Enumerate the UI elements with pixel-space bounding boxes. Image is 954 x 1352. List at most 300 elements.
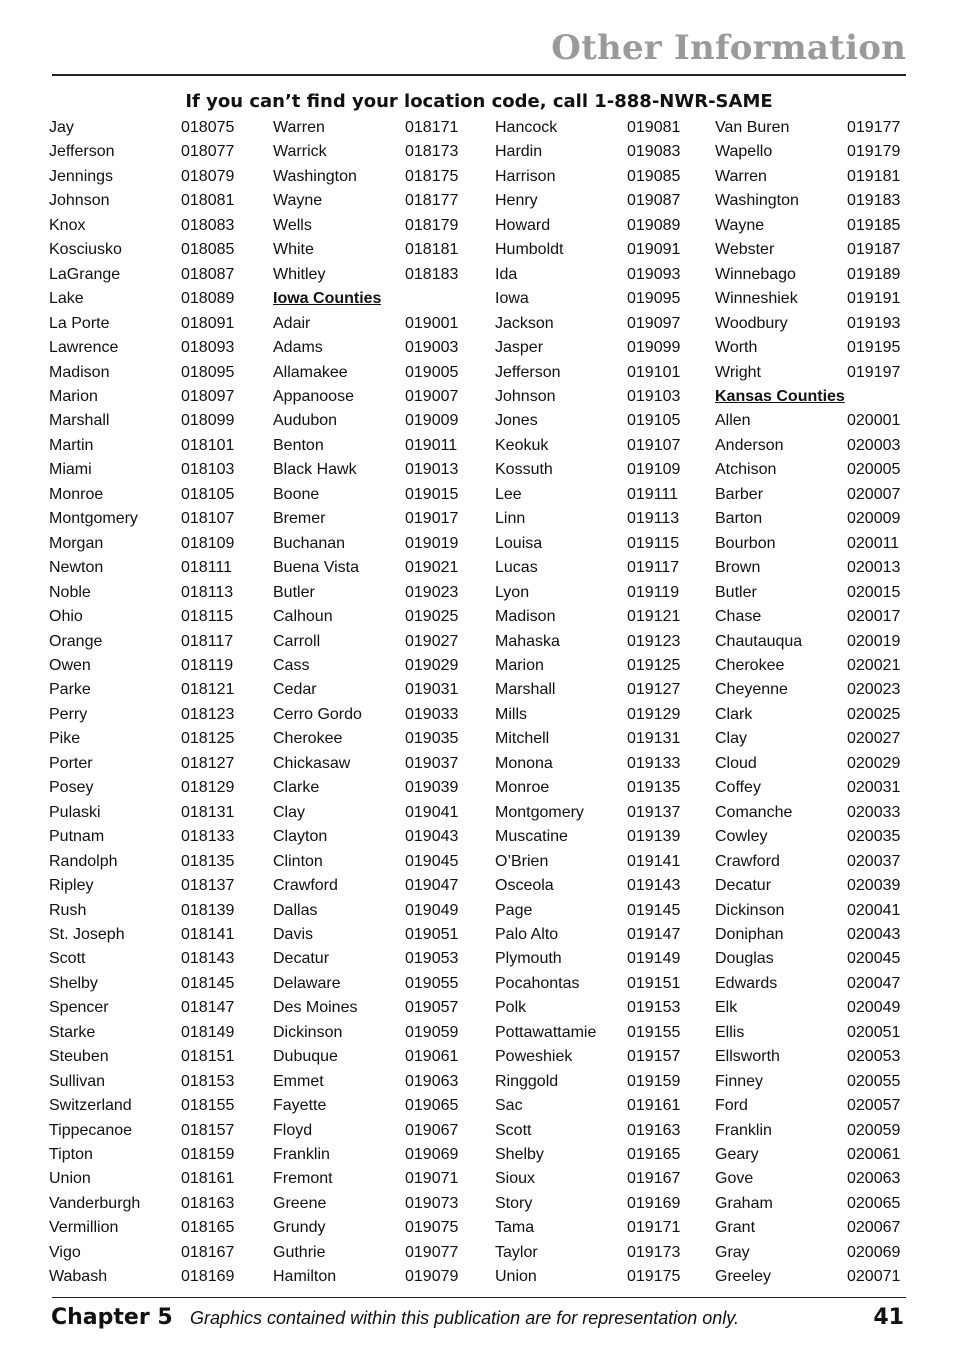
county-row [715, 485, 910, 505]
county-name: Guthrie [273, 1243, 326, 1261]
county-name: Wapello [715, 143, 773, 161]
county-name: Lee [495, 485, 522, 503]
county-name: Jefferson [49, 143, 115, 161]
county-name: Butler [715, 583, 757, 601]
county-row [273, 852, 468, 872]
county-name: Ida [495, 265, 518, 283]
location-code: 019061 [405, 1048, 459, 1066]
county-name: Dickinson [715, 901, 785, 919]
location-code: 019107 [627, 436, 681, 454]
county-row [715, 1243, 910, 1263]
location-code: 019189 [847, 265, 901, 283]
county-row [715, 363, 910, 383]
location-code: 018109 [181, 534, 235, 552]
county-name: La Porte [49, 314, 110, 332]
county-row [715, 1023, 910, 1043]
county-row [495, 1023, 690, 1043]
county-row [715, 876, 910, 896]
location-code: 018151 [181, 1048, 235, 1066]
county-row [715, 534, 910, 554]
county-row [49, 1194, 244, 1214]
county-row [273, 1194, 468, 1214]
county-row [495, 949, 690, 969]
location-code: 019063 [405, 1072, 459, 1090]
county-row [49, 314, 244, 334]
location-code: 019031 [405, 681, 459, 699]
location-code: 019059 [405, 1023, 459, 1041]
county-row [49, 680, 244, 700]
county-row [49, 1023, 244, 1043]
location-code: 019077 [405, 1243, 459, 1261]
location-code: 019097 [627, 314, 681, 332]
county-row [273, 142, 468, 162]
county-name: Jennings [49, 167, 114, 185]
location-code: 018077 [181, 143, 235, 161]
county-row [49, 534, 244, 554]
county-row [495, 363, 690, 383]
county-row [273, 1023, 468, 1043]
county-name: Gray [715, 1243, 750, 1261]
county-column-2 [273, 118, 468, 1288]
location-code: 020007 [847, 485, 901, 503]
location-code: 018129 [181, 779, 235, 797]
county-row [715, 827, 910, 847]
county-row [715, 754, 910, 774]
county-name: Keokuk [495, 436, 549, 454]
county-name: Lucas [495, 559, 538, 577]
county-name: Jasper [495, 339, 544, 357]
location-code: 019193 [847, 314, 901, 332]
location-code: 020055 [847, 1072, 901, 1090]
county-row [715, 240, 910, 260]
county-row [273, 1218, 468, 1238]
county-name: Davis [273, 925, 314, 943]
county-name: Monroe [49, 485, 104, 503]
county-name: Pocahontas [495, 974, 580, 992]
county-name: Black Hawk [273, 461, 357, 479]
county-name: Wells [273, 216, 312, 234]
county-name: Johnson [495, 387, 556, 405]
location-code: 019111 [627, 485, 679, 503]
location-code: 019165 [627, 1146, 681, 1164]
location-code: 019109 [627, 461, 681, 479]
county-row [49, 338, 244, 358]
county-row [715, 803, 910, 823]
location-code: 019173 [627, 1243, 681, 1261]
county-column-1 [49, 118, 244, 1288]
county-row [49, 974, 244, 994]
county-name: O’Brien [495, 852, 549, 870]
location-code: 019037 [405, 754, 459, 772]
county-row [49, 1267, 244, 1287]
county-name: Clayton [273, 828, 328, 846]
county-name: Comanche [715, 803, 793, 821]
county-name: Emmet [273, 1072, 324, 1090]
county-row [495, 754, 690, 774]
county-name: Humboldt [495, 241, 564, 259]
county-row [273, 338, 468, 358]
county-name: Grundy [273, 1219, 326, 1237]
county-name: Cheyenne [715, 681, 788, 699]
location-code: 018119 [181, 656, 234, 674]
county-name: Switzerland [49, 1097, 132, 1115]
county-name: Buena Vista [273, 559, 359, 577]
county-row [273, 901, 468, 921]
location-code: 018147 [181, 999, 235, 1017]
county-name: Crawford [273, 877, 338, 895]
county-name: Perry [49, 705, 88, 723]
county-row [273, 680, 468, 700]
county-row [715, 632, 910, 652]
county-row [715, 1169, 910, 1189]
county-name: Allamakee [273, 363, 348, 381]
county-row [715, 460, 910, 480]
county-row [273, 632, 468, 652]
location-code-notice: If you can’t find your location code, call 1-888-NWR-SAME [185, 91, 773, 112]
location-code: 018075 [181, 119, 235, 136]
location-code: 018131 [181, 803, 235, 821]
county-name: Benton [273, 436, 324, 454]
location-code: 018091 [181, 314, 235, 332]
county-row [715, 607, 910, 627]
county-row [49, 1243, 244, 1263]
location-code: 020063 [847, 1170, 901, 1188]
county-name: Henry [495, 192, 538, 210]
county-row [715, 656, 910, 676]
county-name: Harrison [495, 167, 556, 185]
county-row [273, 949, 468, 969]
county-row [495, 191, 690, 211]
county-name: Spencer [49, 999, 109, 1017]
county-row [495, 1047, 690, 1067]
county-name: Page [495, 901, 533, 919]
county-row [273, 118, 468, 138]
page-number: 41 [873, 1305, 904, 1330]
location-code: 019025 [405, 608, 459, 626]
county-row [273, 363, 468, 383]
county-name: Cherokee [715, 656, 785, 674]
county-row [495, 289, 690, 309]
location-code: 019105 [627, 412, 681, 430]
location-code: 018157 [181, 1121, 235, 1139]
county-name: Ellis [715, 1023, 745, 1041]
county-row [715, 558, 910, 578]
county-row [715, 216, 910, 236]
location-code: 019117 [627, 559, 680, 577]
county-name: Allen [715, 412, 751, 430]
county-row [273, 265, 468, 285]
county-name: Pottawattamie [495, 1023, 597, 1041]
county-row [495, 338, 690, 358]
county-name: Morgan [49, 534, 104, 552]
county-row [273, 191, 468, 211]
section-heading-label: Kansas Counties [715, 387, 845, 405]
location-code: 019005 [405, 363, 459, 381]
county-name: Kossuth [495, 461, 553, 479]
county-row [495, 852, 690, 872]
county-name: Douglas [715, 950, 774, 968]
location-code: 020057 [847, 1097, 901, 1115]
county-row [49, 118, 244, 138]
location-code: 019041 [405, 803, 459, 821]
county-name: Warren [715, 167, 767, 185]
location-code: 019113 [627, 510, 680, 528]
county-row [715, 436, 910, 456]
county-name: Montgomery [49, 510, 138, 528]
county-row [49, 583, 244, 603]
location-code: 019089 [627, 216, 681, 234]
county-row [495, 729, 690, 749]
county-name: Wabash [49, 1268, 108, 1286]
county-name: Montgomery [495, 803, 584, 821]
county-row [715, 680, 910, 700]
county-row [273, 729, 468, 749]
location-code: 020027 [847, 730, 901, 748]
county-row [495, 1194, 690, 1214]
county-name: Clinton [273, 852, 323, 870]
location-code: 018093 [181, 339, 235, 357]
county-row [49, 803, 244, 823]
county-name: Osceola [495, 877, 554, 895]
county-row [495, 1267, 690, 1287]
county-name: Cloud [715, 754, 757, 772]
county-row [495, 705, 690, 725]
county-name: Hancock [495, 119, 558, 136]
location-code: 019177 [847, 119, 901, 136]
county-row [49, 876, 244, 896]
county-column-3 [495, 118, 690, 1288]
location-code: 019027 [405, 632, 459, 650]
location-code: 019047 [405, 877, 459, 895]
county-row [273, 534, 468, 554]
location-code: 018135 [181, 852, 235, 870]
county-name: Butler [273, 583, 315, 601]
county-row [715, 118, 910, 138]
location-code: 019013 [405, 461, 459, 479]
county-name: Floyd [273, 1121, 313, 1139]
location-code: 018121 [181, 681, 235, 699]
location-code: 019029 [405, 656, 459, 674]
county-name: Chase [715, 608, 762, 626]
location-code: 018165 [181, 1219, 235, 1237]
location-code: 018161 [181, 1170, 235, 1188]
location-code: 019139 [627, 828, 681, 846]
county-name: Johnson [49, 192, 110, 210]
county-name: Polk [495, 999, 527, 1017]
county-name: Chickasaw [273, 754, 351, 772]
county-row [273, 485, 468, 505]
county-row [495, 265, 690, 285]
location-code: 018133 [181, 828, 235, 846]
location-code: 020065 [847, 1194, 901, 1212]
location-code: 018139 [181, 901, 235, 919]
bottom-divider [52, 1297, 906, 1298]
county-name: Greene [273, 1194, 327, 1212]
location-code: 019011 [405, 436, 458, 454]
county-name: Louisa [495, 534, 543, 552]
county-row [49, 191, 244, 211]
county-row [273, 607, 468, 627]
county-row [273, 436, 468, 456]
county-row [273, 754, 468, 774]
county-name: Ohio [49, 608, 83, 626]
location-code: 019049 [405, 901, 459, 919]
county-row [495, 901, 690, 921]
county-row [49, 607, 244, 627]
county-name: Franklin [273, 1146, 330, 1164]
county-row [715, 1194, 910, 1214]
county-row [495, 216, 690, 236]
location-code: 019191 [847, 290, 901, 308]
county-name: Posey [49, 779, 94, 797]
county-row [715, 191, 910, 211]
county-name: Putnam [49, 828, 105, 846]
county-row [715, 705, 910, 725]
county-row [495, 632, 690, 652]
county-name: Jefferson [495, 363, 561, 381]
location-code: 018169 [181, 1268, 235, 1286]
county-name: Winnebago [715, 265, 796, 283]
county-row [715, 509, 910, 529]
county-row [495, 680, 690, 700]
county-row [49, 1169, 244, 1189]
county-row [49, 1145, 244, 1165]
county-row [495, 485, 690, 505]
county-row [273, 974, 468, 994]
county-row [273, 411, 468, 431]
location-code: 019147 [627, 925, 681, 943]
location-code: 018167 [181, 1243, 235, 1261]
county-row [273, 558, 468, 578]
county-name: Wayne [273, 192, 323, 210]
location-code: 019035 [405, 730, 459, 748]
location-code: 019003 [405, 339, 459, 357]
location-code: 019079 [405, 1268, 459, 1286]
county-name: Geary [715, 1146, 759, 1164]
county-row [273, 827, 468, 847]
county-row [273, 509, 468, 529]
county-row [715, 314, 910, 334]
county-row [49, 705, 244, 725]
county-name: Starke [49, 1023, 96, 1041]
county-name: Jay [49, 119, 74, 136]
county-name: Vermillion [49, 1219, 119, 1237]
county-row [495, 411, 690, 431]
location-code: 019167 [627, 1170, 681, 1188]
county-row [715, 142, 910, 162]
state-section-heading [273, 289, 468, 309]
location-code: 019067 [405, 1121, 459, 1139]
location-code: 019087 [627, 192, 681, 210]
location-code: 019137 [627, 803, 681, 821]
location-code: 020045 [847, 950, 901, 968]
county-name: Des Moines [273, 999, 358, 1017]
county-row [49, 754, 244, 774]
county-row [495, 436, 690, 456]
footer-disclaimer: Graphics contained within this publication are for representation only. [190, 1308, 739, 1328]
county-row [715, 1047, 910, 1067]
county-row [495, 1169, 690, 1189]
county-name: Delaware [273, 974, 341, 992]
location-code: 018145 [181, 974, 235, 992]
county-name: Cherokee [273, 730, 343, 748]
location-code: 020053 [847, 1048, 901, 1066]
location-code: 019091 [627, 241, 681, 259]
county-name: Finney [715, 1072, 764, 1090]
county-row [495, 778, 690, 798]
location-code: 018123 [181, 705, 235, 723]
county-name: Webster [715, 241, 775, 259]
location-code: 019129 [627, 705, 681, 723]
county-row [49, 1218, 244, 1238]
county-name: Shelby [495, 1146, 544, 1164]
county-name: Clarke [273, 779, 320, 797]
county-name: Clay [715, 730, 748, 748]
location-code: 020015 [847, 583, 901, 601]
county-name: Marion [49, 387, 98, 405]
county-row [273, 1121, 468, 1141]
location-code: 018153 [181, 1072, 235, 1090]
state-section-heading [715, 387, 910, 407]
county-row [273, 1243, 468, 1263]
location-code: 019103 [627, 387, 681, 405]
location-code: 020067 [847, 1219, 901, 1237]
county-name: Sioux [495, 1170, 536, 1188]
county-name: Washington [273, 167, 357, 185]
location-code: 019055 [405, 974, 459, 992]
county-row [715, 901, 910, 921]
county-name: Decatur [273, 950, 330, 968]
county-name: Worth [715, 339, 758, 357]
county-name: Dubuque [273, 1048, 338, 1066]
location-code: 019039 [405, 779, 459, 797]
county-name: Warren [273, 119, 325, 136]
county-name: Coffey [715, 779, 761, 797]
location-code: 019009 [405, 412, 459, 430]
county-name: Jones [495, 412, 538, 430]
county-row [49, 289, 244, 309]
location-code: 019179 [847, 143, 901, 161]
county-row [49, 411, 244, 431]
county-name: Franklin [715, 1121, 772, 1139]
county-name: Hardin [495, 143, 543, 161]
county-name: Martin [49, 436, 94, 454]
county-row [273, 167, 468, 187]
county-name: Fremont [273, 1170, 333, 1188]
county-name: Marshall [49, 412, 110, 430]
county-row [715, 583, 910, 603]
location-code: 018083 [181, 216, 235, 234]
county-row [715, 1072, 910, 1092]
county-row [715, 852, 910, 872]
location-code: 019053 [405, 950, 459, 968]
county-name: Pike [49, 730, 81, 748]
county-name: Tipton [49, 1146, 93, 1164]
location-code: 020035 [847, 828, 901, 846]
county-name: Taylor [495, 1243, 538, 1261]
location-code: 018141 [181, 925, 235, 943]
location-code: 019127 [627, 681, 681, 699]
county-row [49, 460, 244, 480]
county-row [495, 460, 690, 480]
county-name: Dickinson [273, 1023, 343, 1041]
county-row [495, 925, 690, 945]
county-name: Mitchell [495, 730, 550, 748]
location-code: 019181 [847, 167, 901, 185]
location-code: 019159 [627, 1072, 681, 1090]
location-code: 019043 [405, 828, 459, 846]
county-row [495, 1243, 690, 1263]
